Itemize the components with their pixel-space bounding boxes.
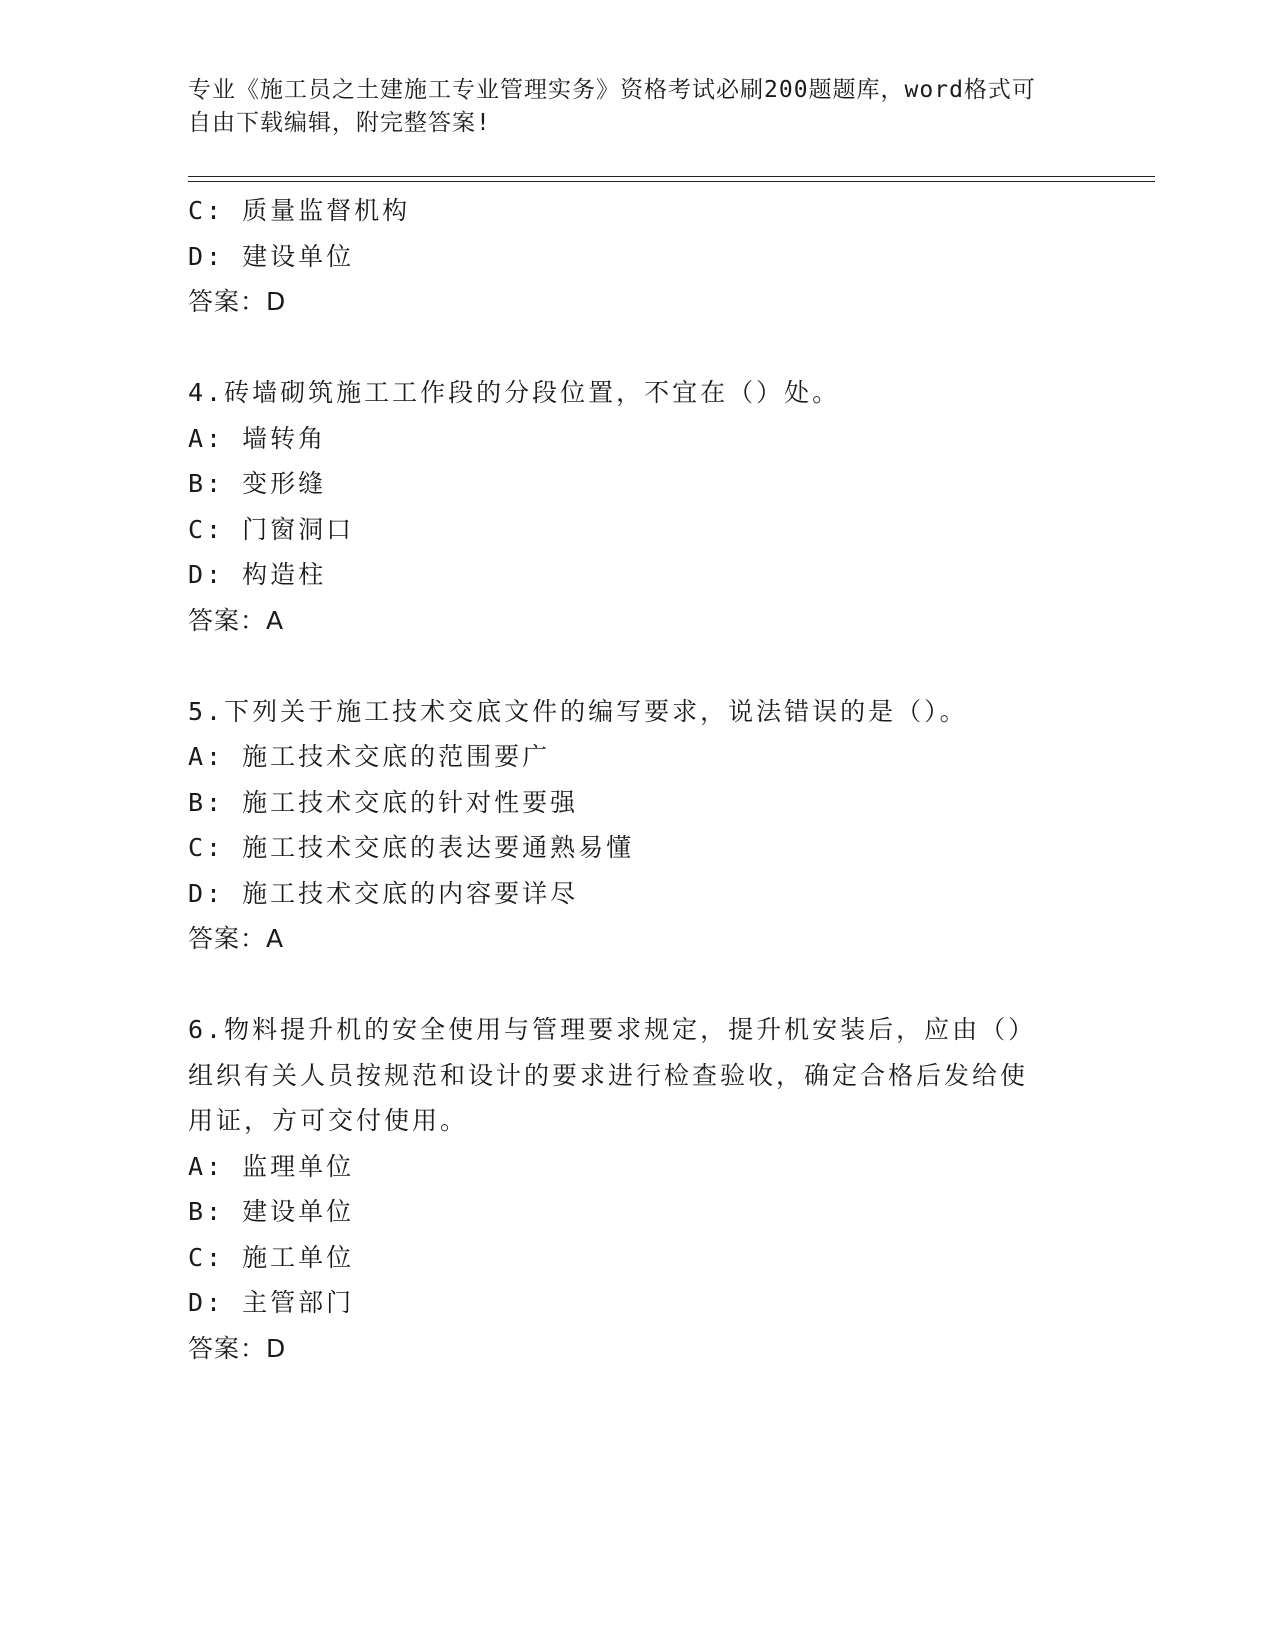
block-spacer [188, 325, 1088, 371]
header-divider-bottom [188, 181, 1155, 182]
option-d: D: 构造柱 [188, 560, 327, 589]
question-text-line-2: 组织有关人员按规范和设计的要求进行检查验收，确定合格后发给使 [188, 1060, 1029, 1090]
question-block [188, 689, 1088, 962]
answer-line: 答案：D [188, 1333, 287, 1363]
option-c: C: 门窗洞口 [188, 514, 355, 544]
question-block [188, 188, 1088, 325]
answer-line: 答案：A [188, 924, 285, 953]
question-text: 4.砖墙砌筑施工工作段的分段位置，不宜在（）处。 [188, 378, 841, 407]
document-header [188, 74, 1088, 140]
option-d: D: 建设单位 [188, 241, 355, 271]
question-text-line-1: 6.物料提升机的安全使用与管理要求规定，提升机安装后，应由（） [188, 1015, 1037, 1044]
question-text: 5.下列关于施工技术交底文件的编写要求，说法错误的是（）。 [188, 696, 968, 726]
option-d: D: 主管部门 [188, 1288, 355, 1317]
answer-line: 答案：A [188, 605, 285, 635]
question-text-line-3: 用证，方可交付使用。 [188, 1106, 469, 1135]
option-b: B: 变形缝 [188, 469, 327, 498]
option-b: B: 施工技术交底的针对性要强 [188, 787, 579, 817]
option-a: A: 监理单位 [188, 1151, 355, 1181]
option-a: A: 墙转角 [188, 423, 327, 453]
option-c: C: 施工单位 [188, 1242, 355, 1272]
option-c: C: 施工技术交底的表达要通熟易懂 [188, 833, 635, 862]
option-d: D: 施工技术交底的内容要详尽 [188, 878, 579, 908]
header-line-1: 专业《施工员之土建施工专业管理实务》资格考试必刷200题题库，word格式可 [188, 77, 1036, 103]
header-divider-top [188, 176, 1155, 177]
block-spacer [188, 962, 1088, 1008]
answer-line: 答案：D [188, 287, 287, 316]
question-block [188, 1007, 1088, 1371]
option-b: B: 建设单位 [188, 1197, 355, 1226]
block-spacer [188, 643, 1088, 689]
option-c: C: 质量监督机构 [188, 196, 411, 225]
question-list [188, 188, 1088, 1371]
header-line-2: 自由下载编辑，附完整答案! [188, 110, 491, 136]
option-a: A: 施工技术交底的范围要广 [188, 742, 551, 771]
question-block [188, 370, 1088, 643]
